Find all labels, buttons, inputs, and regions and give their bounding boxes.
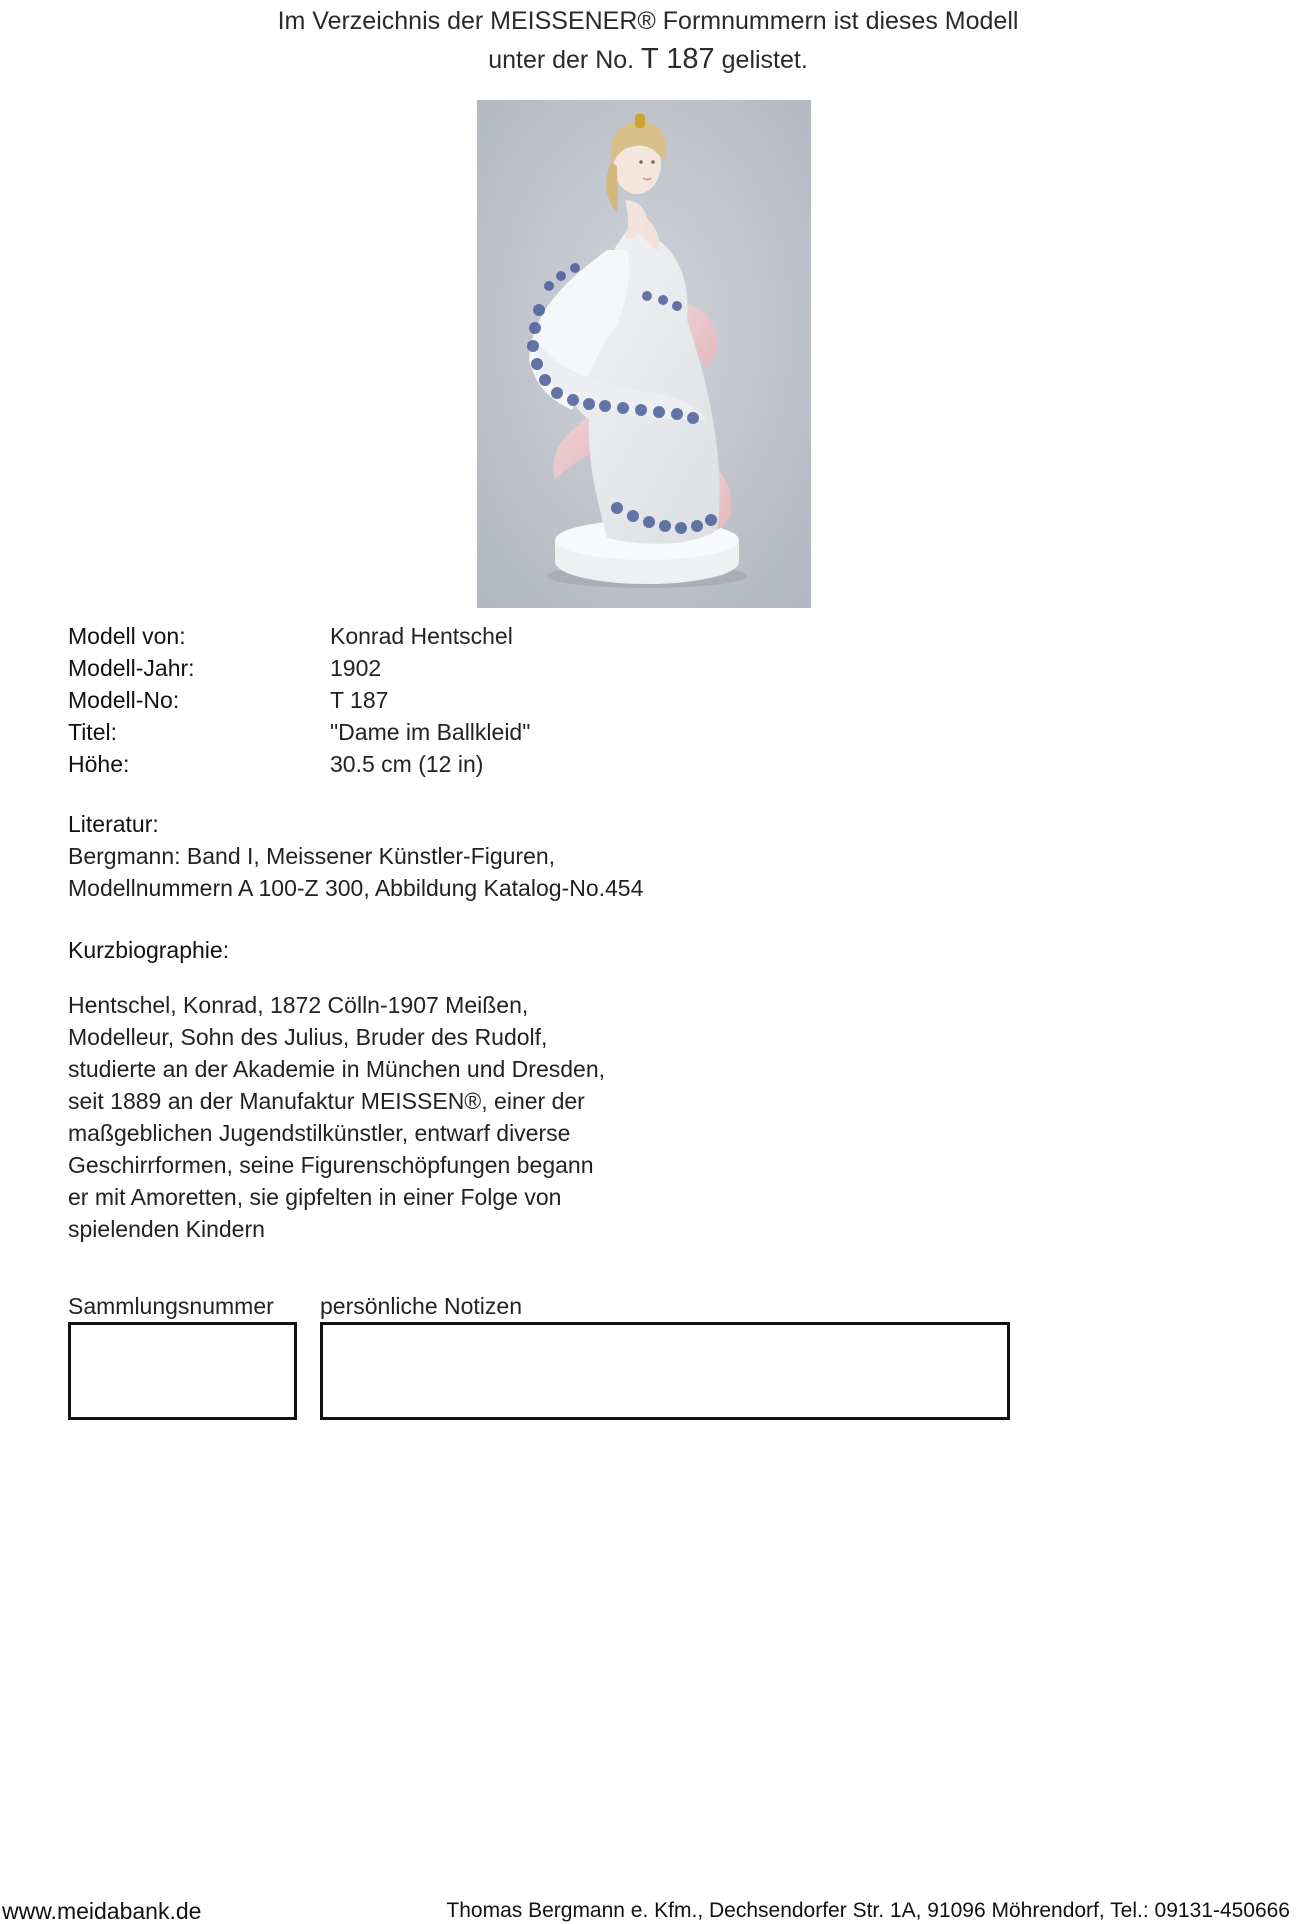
detail-label: Höhe: — [68, 751, 130, 777]
biography-line: seit 1889 an der Manufaktur MEISSEN®, einer der — [68, 1088, 585, 1114]
header-line-2-suffix: gelistet. — [714, 46, 808, 74]
detail-label: Titel: — [68, 719, 117, 745]
header-line-2-prefix: unter der No. — [488, 46, 642, 74]
detail-value: 30.5 cm (12 in) — [330, 751, 484, 777]
header-line-2 — [0, 40, 1296, 79]
biography-line: spielenden Kindern — [68, 1216, 265, 1242]
detail-row-number — [68, 684, 530, 716]
biography-line: studierte an der Akademie in München und Dresden, — [68, 1056, 605, 1082]
biography-line: Modelleur, Sohn des Julius, Bruder des Rudolf, — [68, 1024, 548, 1050]
footer-address: Thomas Bergmann e. Kfm., Dechsendorfer Str. 1A, 91096 Möhrendorf, Tel.: 09131-450666 — [446, 1899, 1290, 1922]
literature-label: Literatur: — [68, 811, 159, 837]
model-details — [68, 620, 530, 780]
header-text — [0, 0, 1296, 79]
detail-label: Modell-Jahr: — [68, 655, 195, 681]
detail-row-title — [68, 716, 530, 748]
detail-value: Konrad Hentschel — [330, 623, 513, 649]
notes-field[interactable] — [320, 1322, 1010, 1420]
detail-row-year — [68, 652, 530, 684]
literature-line-1: Bergmann: Band I, Meissener Künstler-Figuren, — [68, 843, 556, 869]
biography-line: Geschirrformen, seine Figurenschöpfungen begann — [68, 1152, 594, 1178]
website-link[interactable]: www.meidabank.de — [2, 1898, 202, 1924]
notes-label: persönliche Notizen — [320, 1293, 523, 1319]
biography-label: Kurzbiographie: — [68, 937, 230, 963]
biography-line: er mit Amoretten, sie gipfelten in einer Folge von — [68, 1184, 562, 1210]
detail-label: Modell-No: — [68, 687, 180, 713]
biography-line: Hentschel, Konrad, 1872 Cölln-1907 Meißen, — [68, 992, 529, 1018]
detail-label: Modell von: — [68, 623, 186, 649]
collection-number-field[interactable] — [68, 1322, 297, 1420]
model-number-highlight: T 187 — [641, 43, 715, 75]
literature-line-2: Modellnummern A 100-Z 300, Abbildung Katalog-No.454 — [68, 875, 644, 901]
detail-value: T 187 — [330, 687, 389, 713]
figurine-photo — [477, 100, 811, 608]
detail-value: 1902 — [330, 655, 382, 681]
literature-section — [68, 808, 643, 904]
header-line-1: Im Verzeichnis der MEISSENER® Formnummern ist dieses Modell — [277, 7, 1019, 35]
biography-line: maßgeblichen Jugendstilkünstler, entwarf diverse — [68, 1120, 571, 1146]
biography-text — [68, 989, 668, 1245]
figurine-illustration — [477, 100, 811, 608]
collection-number-label: Sammlungsnummer — [68, 1293, 274, 1319]
detail-value: "Dame im Ballkleid" — [330, 719, 531, 745]
detail-row-modeller — [68, 620, 530, 652]
detail-row-height — [68, 748, 530, 780]
